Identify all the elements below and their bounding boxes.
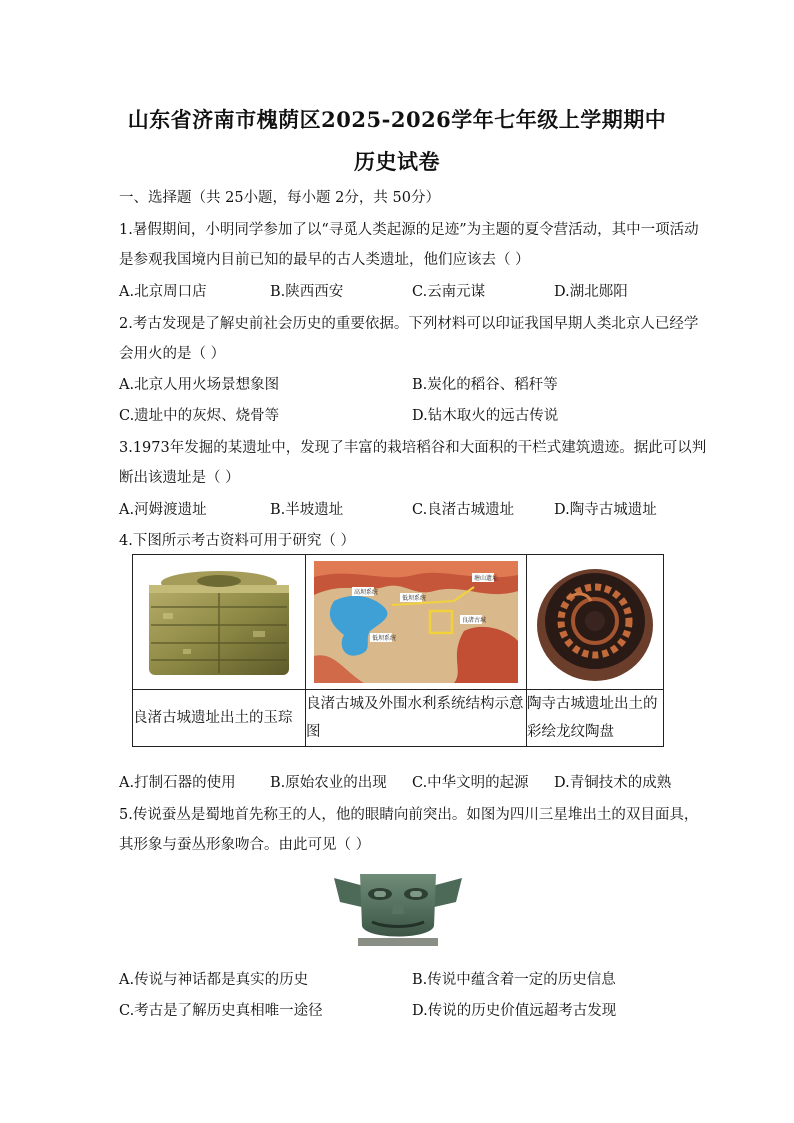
figure-caption-jade-cong: 良渚古城遗址出土的玉琮: [133, 690, 306, 747]
q5-option-b: B.传说中蕴含着一定的历史信息: [412, 972, 616, 988]
figure-caption-dragon-plate: 陶寺古城遗址出土的彩绘龙纹陶盘: [527, 690, 664, 747]
q4-option-b: B.原始农业的出现: [270, 775, 387, 791]
liangzhu-map-image: [306, 555, 526, 689]
q2-stem-line2: 会用火的是（ ）: [119, 346, 226, 362]
q2-option-a: A.北京人用火场景想象图: [119, 377, 280, 393]
q1-stem-line2: 是参观我国境内目前已知的最早的古人类遗址，他们应该去（ ）: [119, 252, 530, 268]
q5-stem-line1: 5.传说蚕丛是蜀地首先称王的人，他的眼睛向前突出。如图为四川三星堆出土的双目面具，: [119, 807, 699, 823]
map-label-high-dam: 高坝系统: [354, 589, 379, 596]
exam-subtitle: 历史试卷: [354, 149, 440, 174]
q5-option-d: D.传说的历史价值远超考古发现: [412, 1003, 617, 1019]
q3-option-c: C.良渚古城遗址: [412, 502, 515, 518]
q4-option-d: D.青铜技术的成熟: [554, 775, 672, 791]
exam-title: 山东省济南市槐荫区2025-2026学年七年级上学期期中: [127, 107, 667, 132]
q1-option-b: B.陕西西安: [270, 284, 344, 300]
q3-stem-line2: 断出该遗址是（ ）: [119, 470, 240, 486]
q5-option-c: C.考古是了解历史真相唯一途径: [119, 1003, 323, 1019]
q5-stem-line2: 其形象与蚕丛形象吻合。由此可见（ ）: [119, 837, 371, 853]
sanxingdui-mask-image: [330, 864, 466, 948]
section-heading: 一、选择题（共 25小题，每小题 2分，共 50分）: [119, 190, 440, 206]
q1-option-c: C.云南元谋: [412, 284, 486, 300]
q4-figure-table: [132, 554, 664, 747]
q2-stem-line1: 2.考古发现是了解史前社会历史的重要依据。下列材料可以印证我国早期人类北京人已经学: [119, 316, 699, 332]
map-label-low-dam-2: 低坝系统: [372, 635, 397, 642]
q4-stem-line1: 4.下图所示考古资料可用于研究（ ）: [119, 533, 355, 549]
q4-option-a: A.打制石器的使用: [119, 775, 236, 791]
map-label-tangshan: 塘山遗址: [474, 575, 499, 582]
q2-option-b: B.炭化的稻谷、稻秆等: [412, 377, 558, 393]
q2-option-d: D.钻木取火的远古传说: [412, 408, 559, 424]
painted-plate-image: [527, 555, 663, 689]
q5-option-a: A.传说与神话都是真实的历史: [119, 972, 309, 988]
q3-option-a: A.河姆渡遗址: [119, 502, 207, 518]
map-label-liangzhu-city: 良渚古城: [462, 617, 487, 624]
painted-plate-cell: [527, 555, 664, 690]
liangzhu-map-cell: [306, 555, 527, 690]
q1-stem-line1: 1.暑假期间，小明同学参加了以“寻觅人类起源的足迹”为主题的夏令营活动，其中一项活动: [119, 222, 699, 238]
q3-stem-line1: 3.1973年发掘的某遗址中，发现了丰富的栽培稻谷和大面积的干栏式建筑遗迹。据此可以判: [119, 440, 707, 456]
q1-option-d: D.湖北郧阳: [554, 284, 628, 300]
q4-option-c: C.中华文明的起源: [412, 775, 529, 791]
q3-option-b: B.半坡遗址: [270, 502, 344, 518]
figure-caption-water-system: 良渚古城及外围水利系统结构示意图: [306, 690, 527, 747]
q1-option-a: A.北京周口店: [119, 284, 207, 300]
q3-option-d: D.陶寺古城遗址: [554, 502, 657, 518]
jade-cong-image: [133, 555, 305, 689]
jade-cong-cell: [133, 555, 306, 690]
q2-option-c: C.遗址中的灰烬、烧骨等: [119, 408, 280, 424]
map-label-low-dam: 低坝系统: [402, 595, 427, 602]
